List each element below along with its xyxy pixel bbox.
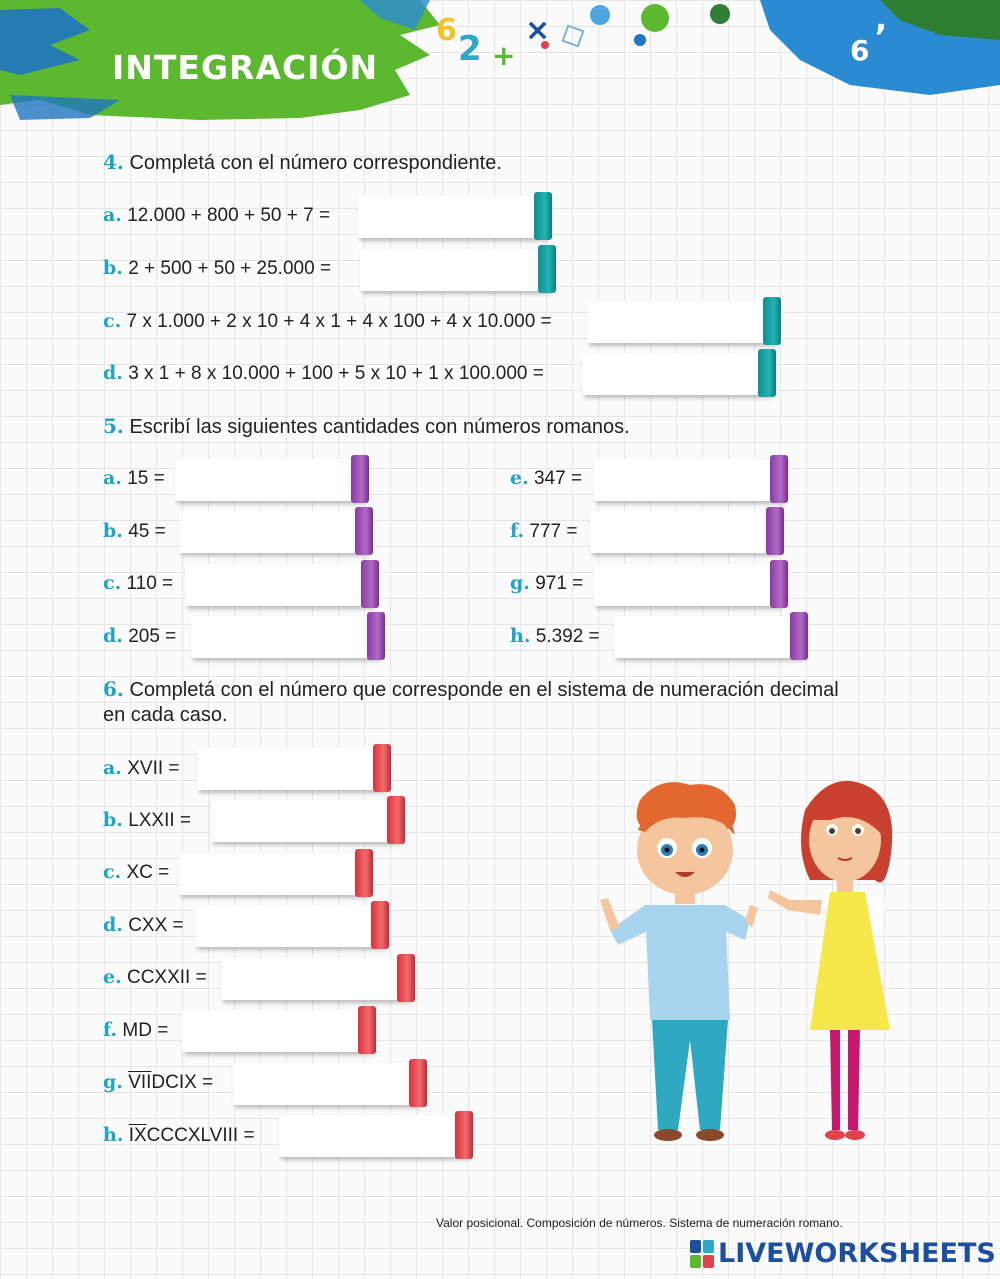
item-letter: f. (103, 1019, 118, 1041)
answer-input[interactable] (364, 200, 526, 234)
answer-input[interactable] (227, 962, 389, 996)
item-letter: a. (103, 204, 122, 226)
item-letter: c. (103, 310, 122, 332)
exercise-5g (510, 572, 583, 595)
tape-tab (455, 1111, 473, 1159)
answer-input[interactable] (188, 1014, 350, 1048)
answer-input[interactable] (191, 568, 353, 602)
item-roman: LXXII = (128, 810, 192, 831)
exercise-6a (103, 757, 180, 780)
answer-box-4d[interactable] (582, 353, 770, 395)
answer-input[interactable] (366, 253, 530, 287)
tape-tab (397, 954, 415, 1002)
roman-remaining-part: CCCXLVIII = (146, 1125, 255, 1146)
answer-input[interactable] (181, 463, 343, 497)
item-roman: CCXXII = (126, 967, 207, 988)
exercise-6h (103, 1124, 255, 1147)
item-letter: d. (103, 362, 123, 384)
answer-box-4c[interactable] (587, 301, 775, 343)
item-letter: a. (103, 467, 122, 489)
tape-tab (758, 349, 776, 397)
item-value: 347 = (533, 468, 583, 489)
exercise-number: 4. (103, 150, 124, 174)
section-title: INTEGRACIÓN (112, 48, 379, 87)
exercise-text: Completá con el número correspondiente. (129, 152, 502, 174)
answer-input[interactable] (600, 463, 762, 497)
item-letter: h. (103, 1124, 124, 1146)
item-expression: 2 + 500 + 50 + 25.000 = (128, 258, 332, 279)
answer-box-4b[interactable] (360, 249, 550, 291)
svg-text:+: + (492, 39, 516, 72)
tape-tab (534, 192, 552, 240)
exercise-5a (103, 467, 165, 490)
item-letter: f. (510, 520, 525, 542)
exercise-5d (103, 625, 176, 648)
item-value: 15 = (127, 468, 165, 489)
answer-box-5f[interactable] (590, 511, 778, 553)
item-value: 971 = (535, 573, 584, 594)
item-letter: g. (510, 572, 530, 594)
item-letter: e. (103, 966, 122, 988)
exercise-5h (510, 625, 600, 648)
answer-box-6b[interactable] (211, 800, 399, 842)
item-letter: d. (103, 625, 123, 647)
tape-tab (387, 796, 405, 844)
exercise-4a (103, 204, 330, 227)
answer-box-6g[interactable] (233, 1063, 421, 1105)
svg-text:×: × (525, 13, 551, 48)
item-letter: d. (103, 914, 123, 936)
tape-tab (770, 455, 788, 503)
svg-text:,: , (875, 0, 888, 38)
answer-box-6h[interactable] (279, 1115, 467, 1157)
exercise-6e (103, 966, 207, 989)
item-letter: b. (103, 809, 123, 831)
item-value: 777 = (529, 521, 578, 542)
answer-input[interactable] (285, 1119, 447, 1153)
answer-input[interactable] (197, 620, 359, 654)
exercise-4d (103, 362, 544, 385)
tape-tab (355, 849, 373, 897)
exercise-text: en cada caso. (103, 704, 228, 726)
exercise-text: Escribí las siguientes cantidades con números romanos. (129, 416, 630, 438)
exercise-number: 6. (103, 677, 124, 701)
girl-figure (768, 781, 892, 1140)
answer-box-6f[interactable] (182, 1010, 370, 1052)
exercise-6d (103, 914, 184, 937)
kids-illustration (590, 770, 930, 1150)
tape-tab (770, 560, 788, 608)
tape-tab (790, 612, 808, 660)
exercise-text: Completá con el número que corresponde en el sistema de numeración decimal (129, 679, 839, 701)
brand-name: LIVEWORKSHEETS (718, 1238, 996, 1269)
answer-input[interactable] (203, 752, 365, 786)
page-header (0, 0, 1000, 130)
exercise-6-prompt-continued (103, 704, 228, 727)
exercise-5e (510, 467, 582, 490)
answer-box-5a[interactable] (175, 459, 363, 501)
item-expression: 7 x 1.000 + 2 x 10 + 4 x 1 + 4 x 100 + 4 x 10.000 = (126, 311, 552, 332)
liveworksheets-logo-icon (690, 1240, 714, 1268)
item-value: 5.392 = (535, 626, 600, 647)
exercise-6c (103, 861, 169, 884)
roman-overlined-part: $\overline{VII}$ (128, 1072, 152, 1093)
exercise-4-prompt (103, 150, 502, 175)
answer-input[interactable] (596, 515, 758, 549)
item-letter: a. (103, 757, 122, 779)
answer-box-5c[interactable] (185, 564, 373, 606)
item-roman: XVII = (127, 758, 180, 779)
tape-tab (763, 297, 781, 345)
item-expression: 12.000 + 800 + 50 + 7 = (127, 205, 331, 226)
answer-box-5g[interactable] (594, 564, 782, 606)
exercise-6g (103, 1071, 213, 1094)
svg-text:2: 2 (458, 29, 482, 69)
exercise-5f (510, 520, 577, 543)
answer-box-4a[interactable] (358, 196, 546, 238)
answer-input[interactable] (620, 620, 782, 654)
tape-tab (373, 744, 391, 792)
answer-input[interactable] (185, 857, 347, 891)
item-letter: b. (103, 257, 123, 279)
exercise-6b (103, 809, 191, 832)
boy-figure (600, 782, 758, 1141)
item-letter: c. (103, 572, 122, 594)
exercise-6f (103, 1019, 168, 1042)
answer-input[interactable] (217, 804, 379, 838)
tape-tab (538, 245, 556, 293)
tape-tab (409, 1059, 427, 1107)
exercise-5-prompt (103, 414, 630, 439)
item-letter: g. (103, 1071, 123, 1093)
answer-box-6e[interactable] (221, 958, 409, 1000)
roman-overlined-part: $\overline{IX}$ (128, 1125, 147, 1146)
tape-tab (361, 560, 379, 608)
answer-box-5b[interactable] (179, 511, 367, 553)
item-letter: c. (103, 861, 122, 883)
answer-box-6a[interactable] (197, 748, 385, 790)
answer-input[interactable] (201, 909, 363, 943)
item-letter: h. (510, 625, 531, 647)
answer-input[interactable] (593, 305, 755, 339)
item-letter: b. (103, 520, 123, 542)
exercise-4b (103, 257, 331, 280)
answer-box-5e[interactable] (594, 459, 782, 501)
answer-input[interactable] (185, 515, 347, 549)
answer-box-5h[interactable] (614, 616, 802, 658)
item-expression: 3 x 1 + 8 x 10.000 + 100 + 5 x 10 + 1 x 100.000 = (128, 363, 544, 384)
tape-tab (355, 507, 373, 555)
exercise-6-prompt (103, 677, 839, 702)
item-letter: e. (510, 467, 529, 489)
liveworksheets-brand (690, 1238, 996, 1269)
exercise-4c (103, 310, 552, 333)
tape-tab (371, 901, 389, 949)
item-value: 45 = (128, 521, 166, 542)
answer-box-6c[interactable] (179, 853, 367, 895)
svg-text:6: 6 (850, 34, 870, 67)
exercise-number: 5. (103, 414, 124, 438)
roman-remaining-part: DCIX = (151, 1072, 214, 1093)
footer-caption: Valor posicional. Composición de números. Sistema de numeración romano. (436, 1216, 843, 1230)
tape-tab (358, 1006, 376, 1054)
answer-input[interactable] (239, 1067, 401, 1101)
answer-box-6d[interactable] (195, 905, 383, 947)
tape-tab (351, 455, 369, 503)
exercise-5b (103, 520, 166, 543)
answer-box-5d[interactable] (191, 616, 379, 658)
item-value: 205 = (128, 626, 177, 647)
answer-input[interactable] (588, 357, 750, 391)
answer-input[interactable] (600, 568, 762, 602)
item-roman: CXX = (128, 915, 184, 936)
tape-tab (766, 507, 784, 555)
svg-text:6: 6 (436, 13, 457, 48)
item-value: 110 = (126, 573, 174, 594)
item-roman: MD = (122, 1020, 169, 1041)
exercise-5c (103, 572, 173, 595)
tape-tab (367, 612, 385, 660)
item-roman: XC = (126, 862, 170, 883)
